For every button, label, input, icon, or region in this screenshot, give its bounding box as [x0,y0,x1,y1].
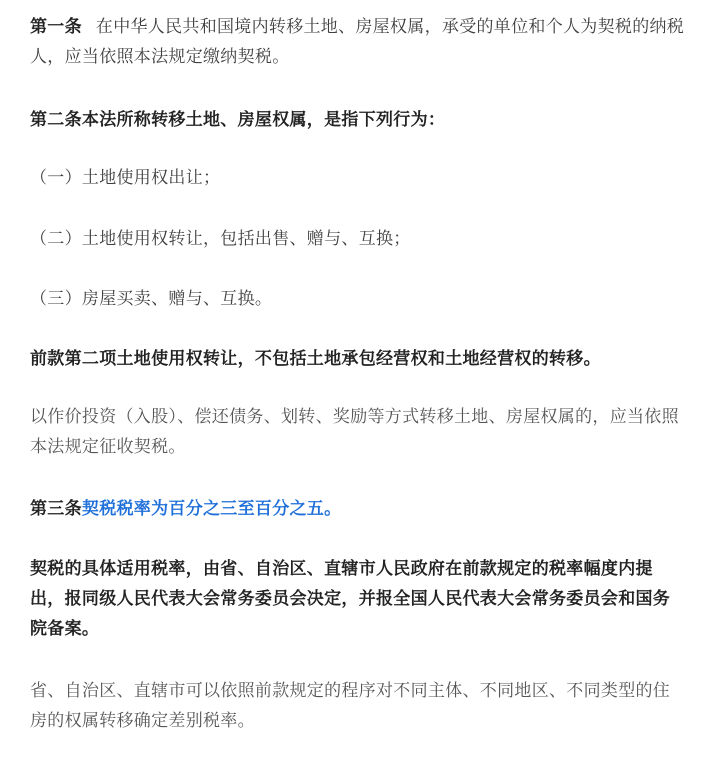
article-3-label: 第三条 [30,499,82,519]
differential-rate-paragraph: 省、自治区、直辖市可以依照前款规定的程序对不同主体、不同地区、不同类型的住房的权属转移确定差别税率。 [30,681,671,731]
article-1-label: 第一条 [30,17,82,37]
rate-determination-paragraph: 契税的具体适用税率，由省、自治区、直辖市人民政府在前款规定的税率幅度内提出，报同级人民代表大会常务委员会决定，并报全国人民代表大会常务委员会和国务院备案。 [30,559,671,639]
list-item-2: （二）土地使用权转让，包括出售、赠与、互换； [30,229,411,249]
list-item-1: （一）土地使用权出让； [30,168,221,188]
article-1-text: 在中华人民共和国境内转移土地、房屋权属，承受的单位和个人为契税的纳税人，应当依照本法规定缴纳契税。 [30,17,685,67]
article-1-paragraph [30,12,685,72]
list-item-3: （三）房屋买卖、赠与、互换。 [30,289,273,309]
transfer-exclusion-note: 前款第二项土地使用权转让，不包括土地承包经营权和土地经营权的转移。 [30,349,601,369]
other-transfer-note: 以作价投资（入股）、偿还债务、划转、奖励等方式转移土地、房屋权属的，应当依照本法规定征收契税。 [30,407,679,457]
tax-rate-highlight: 契税税率为百分之三至百分之五。 [81,499,342,519]
article-3-paragraph [30,494,685,524]
article-2-heading: 第二条本法所称转移土地、房屋权属，是指下列行为： [30,110,446,130]
